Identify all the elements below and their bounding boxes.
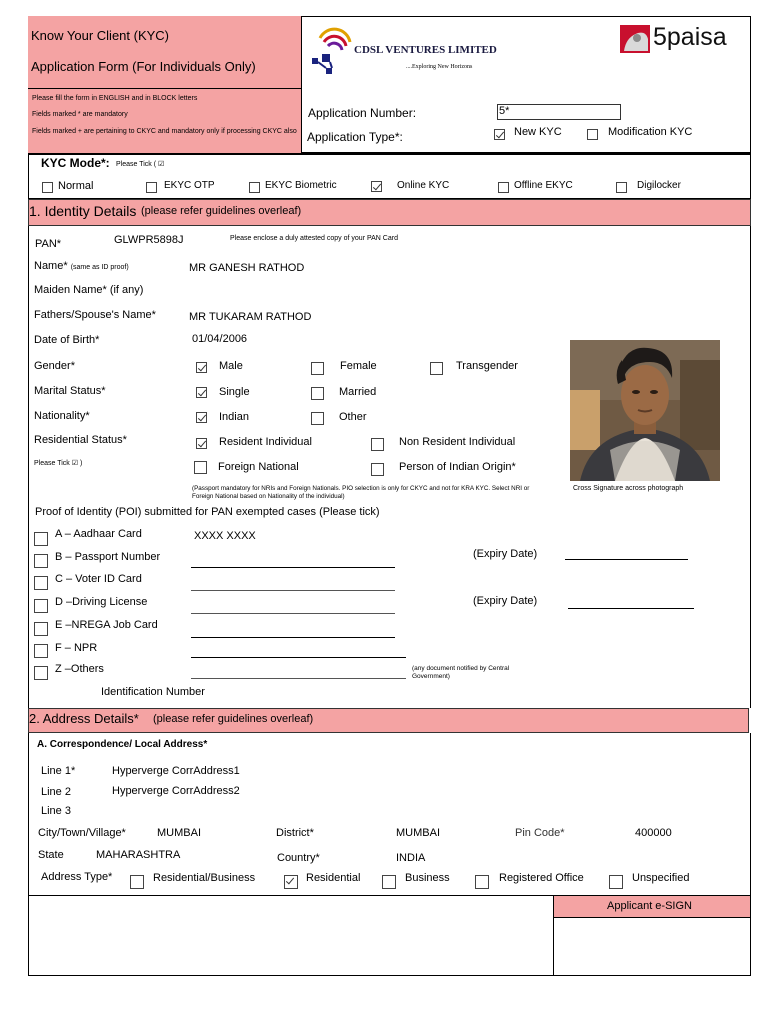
father-name-label: Fathers/Spouse's Name* [34,309,156,321]
address-type-unspecified-checkbox[interactable] [609,875,623,889]
brand-logo [620,25,650,53]
state-label: State [38,849,64,861]
license-expiry-label: (Expiry Date) [473,595,538,607]
cdsl-logo [306,24,354,80]
photo-caption: Cross Signature across photograph [573,485,684,492]
passport-expiry-line[interactable] [565,559,688,560]
correspondence-address-heading: A. Correspondence/ Local Address* [37,739,208,750]
poi-passport-checkbox[interactable] [34,554,48,568]
poi-npr-checkbox[interactable] [34,644,48,658]
address-section-border [28,733,751,895]
application-number-value: 5* [499,105,510,117]
poi-others-checkbox[interactable] [34,666,48,680]
city-value[interactable]: MUMBAI [157,827,201,839]
brand-name: 5paisa [653,23,727,51]
poi-nrega-line[interactable] [191,637,395,638]
cdsl-logo-icon [306,24,354,80]
form-title-line2: Application Form (For Individuals Only) [31,59,256,74]
address-type-residential-label: Residential [306,872,361,884]
kyc-mode-offline-ekyc-checkbox[interactable] [498,182,509,193]
poi-voter-id-line[interactable] [191,590,395,591]
address-type-registered-office-checkbox[interactable] [475,875,489,889]
identity-section-header [28,199,751,226]
applicant-photo-image [570,340,720,481]
poi-driving-license-label: D –Driving License [55,596,148,608]
poi-others-note: (any document notified by Central Government) [412,665,510,680]
instructions-box [28,89,302,153]
kyc-mode-online-kyc-label: Online KYC [397,180,450,191]
address-type-unspecified-label: Unspecified [632,872,690,884]
kyc-mode-ekyc-otp-checkbox[interactable] [146,182,157,193]
address-section-title: 2. Address Details* [29,711,139,726]
father-name-value[interactable]: MR TUKARAM RATHOD [189,311,312,323]
form-title-line1: Know Your Client (KYC) [31,28,170,43]
kyc-mode-normal-label: Normal [58,180,94,192]
marital-status-label: Marital Status* [34,385,106,397]
brand-logo-icon [620,25,650,53]
poi-aadhaar-value[interactable]: XXXX XXXX [194,530,256,542]
country-label: Country* [277,852,320,864]
gender-label: Gender* [34,360,75,372]
instruction-1: Please fill the form in ENGLISH and in BLOCK letters [32,95,198,102]
country-value[interactable]: INDIA [396,852,426,864]
poi-npr-line[interactable] [191,657,406,658]
poi-aadhaar-label: A – Aadhaar Card [55,528,142,540]
address-line1-value[interactable]: Hyperverge CorrAddress1 [112,765,240,777]
residential-pio-label: Person of Indian Origin* [399,461,516,473]
pin-code-label: Pin Code* [515,827,565,839]
applicant-photo [570,340,720,481]
identity-section-note: (please refer guidelines overleaf) [141,205,302,217]
poi-driving-license-line[interactable] [191,613,395,614]
title-box [28,16,302,89]
new-kyc-checkbox[interactable] [494,129,505,140]
gender-male-label: Male [219,360,243,372]
address-type-label: Address Type* [41,871,113,883]
residential-nri-checkbox[interactable] [371,438,384,451]
maiden-name-label: Maiden Name* (if any) [34,284,144,296]
residential-resident-label: Resident Individual [219,436,312,448]
dob-value[interactable]: 01/04/2006 [192,333,248,345]
address-type-residential-business-checkbox[interactable] [130,875,144,889]
kyc-mode-label: KYC Mode*: [41,156,110,170]
name-label: Name* (same as ID proof) [34,260,129,272]
district-label: District* [276,827,314,839]
address-type-business-checkbox[interactable] [382,875,396,889]
esign-label: Applicant e-SIGN [607,900,692,912]
marital-single-checkbox[interactable] [196,387,207,398]
address-type-residential-business-label: Residential/Business [153,872,256,884]
instruction-2: Fields marked * are mandatory [32,111,128,118]
application-type-label: Application Type*: [307,130,403,144]
state-value[interactable]: MAHARASHTRA [96,849,181,861]
dob-label: Date of Birth* [34,334,100,346]
gender-transgender-label: Transgender [456,360,518,372]
kyc-mode-offline-ekyc-label: Offline EKYC [514,180,573,191]
passport-note: (Passport mandatory for NRIs and Foreign Nationals. PIO selection is only for CKYC and not for KRA KYC. Select NRI or Foreign National based on Nationality of the individual) [192,485,530,500]
kyc-mode-normal-checkbox[interactable] [42,182,53,193]
address-type-residential-checkbox[interactable] [284,875,298,889]
license-expiry-line[interactable] [568,608,694,609]
name-value[interactable]: MR GANESH RATHOD [189,262,305,274]
gender-transgender-checkbox[interactable] [430,362,443,375]
district-value[interactable]: MUMBAI [396,827,440,839]
gender-female-label: Female [340,360,377,372]
address-line2-label: Line 2 [41,786,71,798]
residential-foreign-label: Foreign National [218,461,299,473]
instruction-3: Fields marked + are pertaining to CKYC and mandatory only if processing CKYC also [32,128,297,135]
address-type-business-label: Business [405,872,450,884]
kyc-mode-tick-note: Please Tick ( ☑ [116,161,165,168]
nationality-indian-checkbox[interactable] [196,412,207,423]
poi-voter-id-checkbox[interactable] [34,576,48,590]
kyc-mode-digilocker-checkbox[interactable] [616,182,627,193]
modification-kyc-label: Modification KYC [608,126,693,138]
poi-nrega-checkbox[interactable] [34,622,48,636]
poi-npr-label: F – NPR [55,642,98,654]
pan-value[interactable]: GLWPR5898J [114,234,184,246]
cdsl-tagline: ....Exploring New Horizons [406,64,473,70]
application-number-label: Application Number: [308,106,417,120]
new-kyc-label: New KYC [514,126,562,138]
poi-nrega-label: E –NREGA Job Card [55,619,158,631]
poi-heading: Proof of Identity (POI) submitted for PAN exempted cases (Please tick) [35,506,380,518]
pan-note: Please enclose a duly attested copy of your PAN Card [230,235,398,242]
please-tick-note: Please Tick ☑ ) [34,460,83,467]
application-number-field[interactable] [497,104,621,120]
kyc-mode-ekyc-otp-label: EKYC OTP [164,180,215,191]
address-type-registered-office-label: Registered Office [499,872,584,884]
identification-number-label: Identification Number [101,686,205,698]
nationality-other-checkbox[interactable] [311,412,324,425]
marital-single-label: Single [219,386,250,398]
name-note: (same as ID proof) [70,264,129,271]
marital-married-label: Married [339,386,377,398]
pan-label: PAN* [35,238,62,250]
address-line1-label: Line 1* [41,765,76,777]
address-line2-value[interactable]: Hyperverge CorrAddress2 [112,785,240,797]
residential-status-label: Residential Status* [34,434,127,446]
poi-aadhaar-checkbox[interactable] [34,532,48,546]
poi-others-line[interactable] [191,678,406,679]
kyc-mode-ekyc-biometric-label: EKYC Biometric [265,180,337,191]
marital-married-checkbox[interactable] [311,387,324,400]
poi-driving-license-checkbox[interactable] [34,599,48,613]
kyc-mode-digilocker-label: Digilocker [637,180,681,191]
residential-pio-checkbox[interactable] [371,463,384,476]
residential-foreign-checkbox[interactable] [194,461,207,474]
identity-section-title: 1. Identity Details [29,203,137,219]
esign-box[interactable] [554,918,750,975]
nationality-label: Nationality* [34,410,90,422]
poi-passport-label: B – Passport Number [55,551,161,563]
kyc-mode-ekyc-biometric-checkbox[interactable] [249,182,260,193]
residential-resident-checkbox[interactable] [196,438,207,449]
address-section-note: (please refer guidelines overleaf) [153,713,314,725]
poi-passport-line[interactable] [191,567,395,568]
modification-kyc-checkbox[interactable] [587,129,598,140]
gender-male-checkbox[interactable] [196,362,207,373]
poi-voter-id-label: C – Voter ID Card [55,573,142,585]
pin-code-value[interactable]: 400000 [635,827,672,839]
city-label: City/Town/Village* [38,827,126,839]
residential-nri-label: Non Resident Individual [399,436,516,448]
nationality-indian-label: Indian [219,411,249,423]
passport-expiry-label: (Expiry Date) [473,548,538,560]
address-line3-label: Line 3 [41,805,71,817]
kyc-mode-online-kyc-checkbox[interactable] [371,181,382,192]
poi-others-label: Z –Others [55,663,104,675]
gender-female-checkbox[interactable] [311,362,324,375]
address-section-header [28,708,749,733]
cdsl-name: CDSL VENTURES LIMITED [354,44,497,56]
esign-header [554,896,750,918]
nationality-other-label: Other [339,411,367,423]
